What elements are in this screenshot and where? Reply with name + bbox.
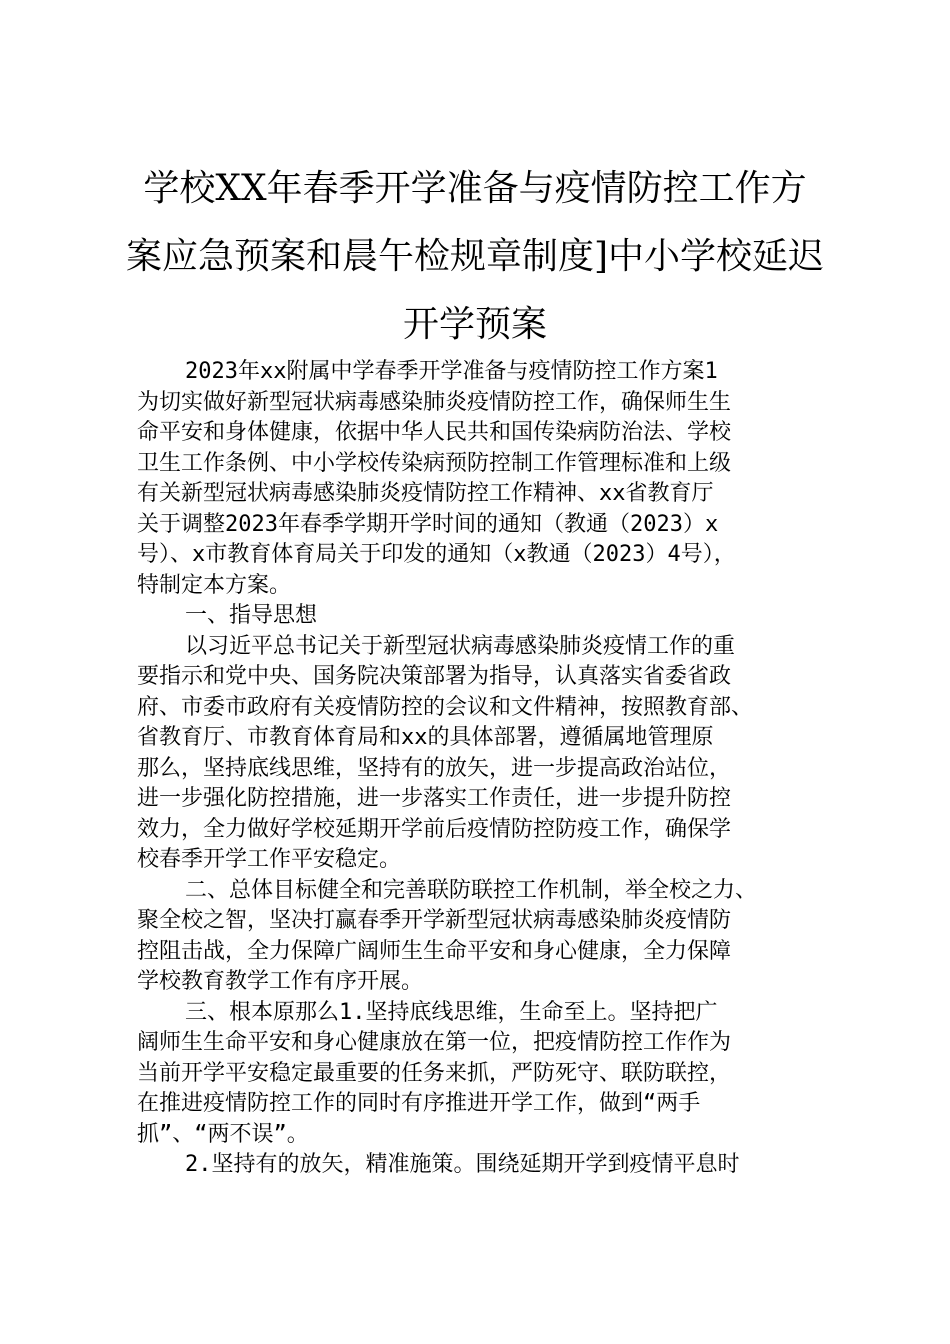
body-line: 校春季开学工作平安稳定。 xyxy=(137,847,402,872)
body-line: 命平安和身体健康，依据中华人民共和国传染病防治法、学校 xyxy=(137,420,732,445)
title-line: 案应急预案和晨午检规章制度]中小学校延迟 xyxy=(125,236,825,277)
title-line: 学校XX年春季开学准备与疫情防控工作方 xyxy=(143,168,807,209)
body-line: 阔师生生命平安和身心健康放在第一位，把疫情防控工作作为 xyxy=(137,1030,732,1055)
body-line: 卫生工作条例、中小学校传染病预防控制工作管理标准和上级 xyxy=(137,450,732,476)
body-line: 关于调整2023年春季学期开学时间的通知（教通（2023）x xyxy=(137,511,719,537)
body-line: 2023年xx附属中学春季开学准备与疫情防控工作方案1 xyxy=(185,359,718,384)
body-line: 当前开学平安稳定最重要的任务来抓，严防死守、联防联控， xyxy=(137,1060,732,1086)
body-line: 那么，坚持底线思维，坚持有的放矢，进一步提高政治站位， xyxy=(137,755,732,781)
body-line: 学校教育教学工作有序开展。 xyxy=(137,969,424,994)
body-line: 府、市委市政府有关疫情防控的会议和文件精神，按照教育部、 xyxy=(137,694,754,720)
body-line: 二、总体目标健全和完善联防联控工作机制，举全校之力、 xyxy=(185,877,758,903)
body-line: 特制定本方案。 xyxy=(137,572,292,598)
body-line: 为切实做好新型冠状病毒感染肺炎疫情防控工作，确保师生生 xyxy=(137,389,732,415)
body-line: 抓”、“两不误”。 xyxy=(137,1121,309,1147)
body-line: 三、根本原那么1.坚持底线思维，生命至上。坚持把广 xyxy=(185,999,718,1025)
body-line: 号）、x市教育体育局关于印发的通知（x教通（2023）4号）， xyxy=(137,542,736,567)
body-line: 聚全校之智，坚决打赢春季开学新型冠状病毒感染肺炎疫情防 xyxy=(137,908,732,933)
body-line: 效力，全力做好学校延期开学前后疫情防控防疫工作，确保学 xyxy=(137,816,732,842)
body-line: 以习近平总书记关于新型冠状病毒感染肺炎疫情工作的重 xyxy=(185,633,736,659)
body-line: 2.坚持有的放矢，精准施策。围绕延期开学到疫情平息时 xyxy=(185,1152,740,1177)
body-line: 进一步强化防控措施，进一步落实工作责任，进一步提升防控 xyxy=(137,786,732,811)
body-line: 有关新型冠状病毒感染肺炎疫情防控工作精神、xx省教育厅 xyxy=(137,481,714,506)
body-line: 控阻击战，全力保障广阔师生生命平安和身心健康，全力保障 xyxy=(137,938,732,964)
document-body xyxy=(137,357,837,1181)
body-line: 省教育厅、市教育体育局和xx的具体部署，遵循属地管理原 xyxy=(137,725,714,750)
body-line: 在推进疫情防控工作的同时有序推进开学工作，做到“两手 xyxy=(137,1091,701,1116)
title-line: 开学预案 xyxy=(402,304,547,345)
document-title xyxy=(120,155,830,359)
body-line: 要指示和党中央、国务院决策部署为指导，认真落实省委省政 xyxy=(137,664,732,689)
section-heading: 一、指导思想 xyxy=(185,603,318,628)
